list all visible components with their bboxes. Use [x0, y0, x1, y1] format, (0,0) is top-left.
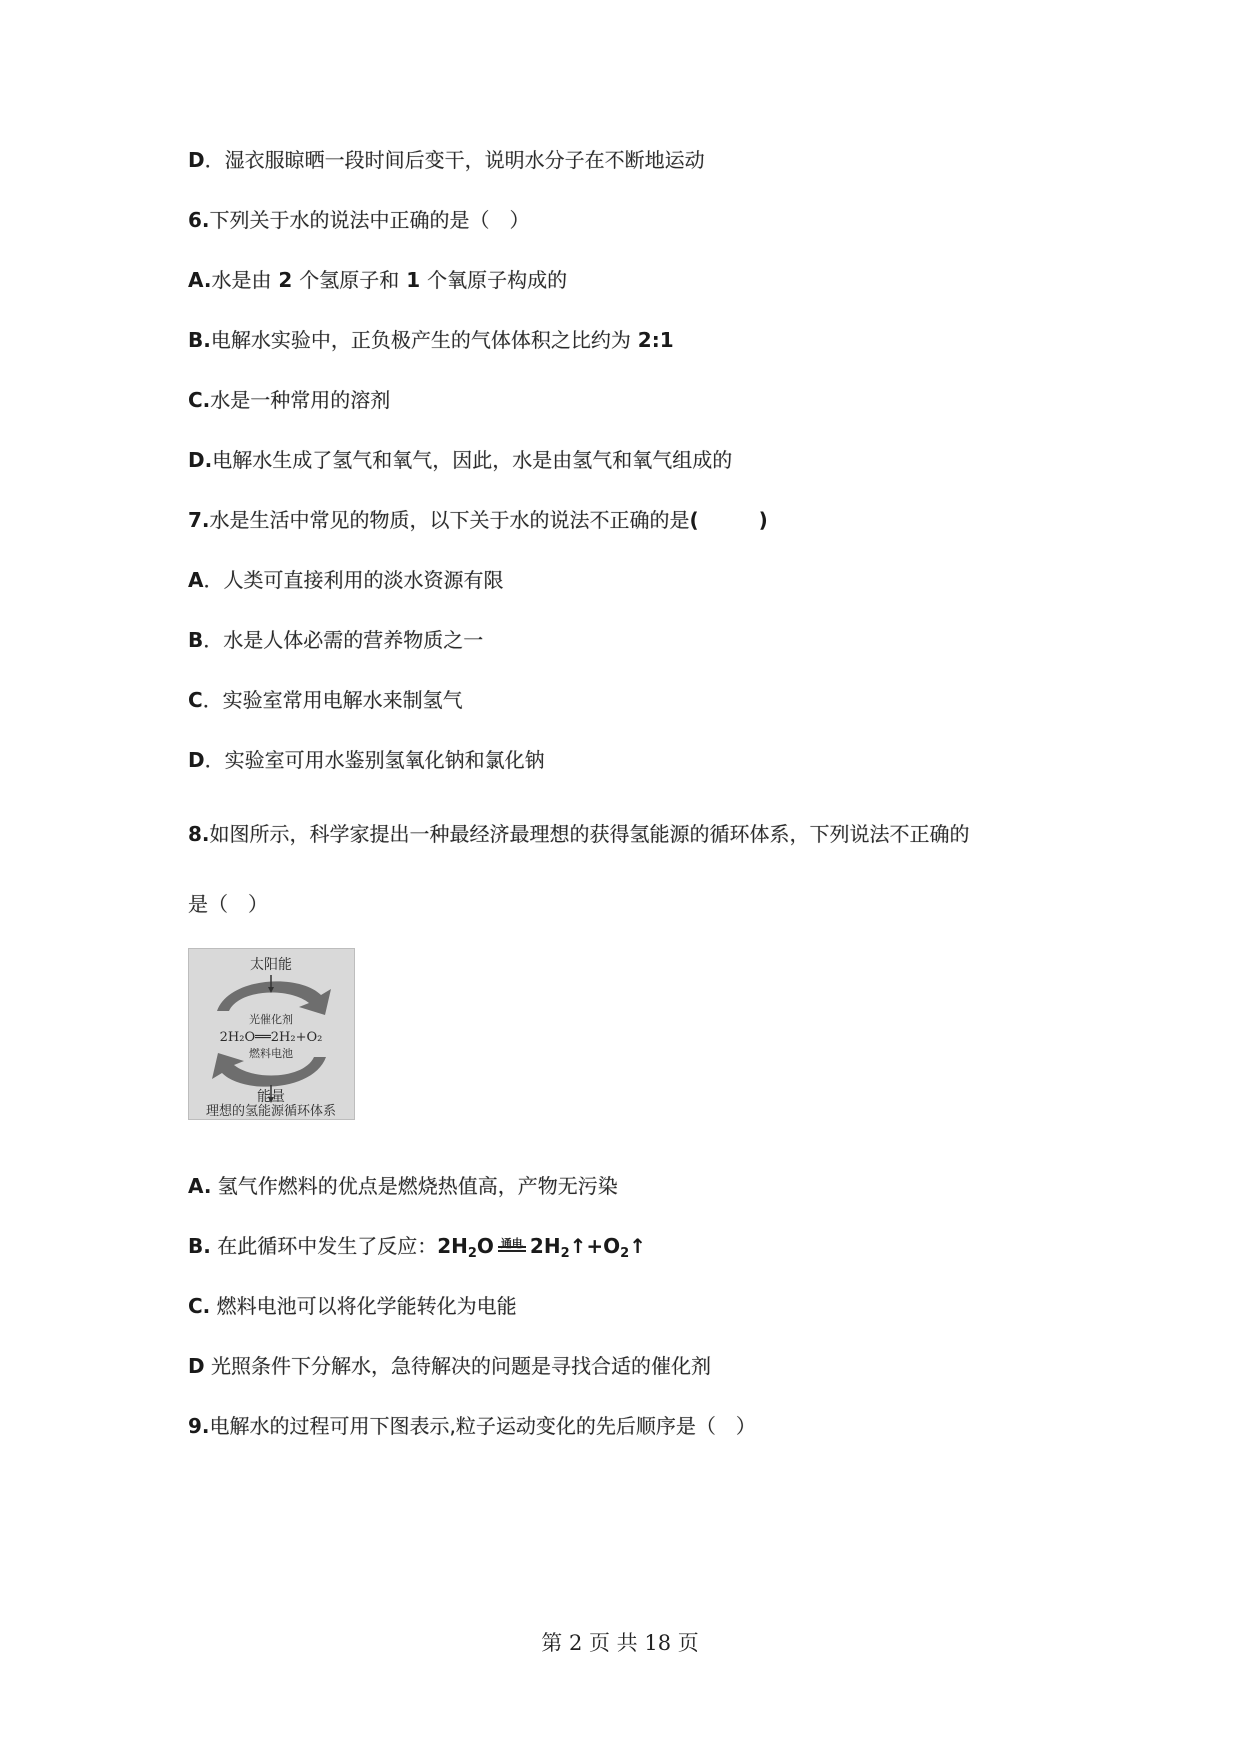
option-label: D: [188, 1354, 205, 1378]
option-label: D.: [188, 448, 213, 472]
solar-energy-label: 太阳能: [250, 957, 292, 973]
question-8: [188, 820, 970, 848]
question-text: 电解水的过程可用下图表示,粒子运动变化的先后顺序是（ ）: [209, 1414, 756, 1438]
chemical-equation: [437, 1234, 646, 1261]
question-text: 下列关于水的说法中正确的是（ ）: [209, 208, 530, 232]
subscript: 2: [560, 1246, 570, 1261]
option-text: 燃料电池可以将化学能转化为电能: [210, 1294, 517, 1318]
equals-bar: [498, 1246, 526, 1248]
option-text: 水是由: [211, 268, 272, 292]
reaction-condition: [494, 1232, 530, 1260]
q7-option-b: [188, 626, 483, 654]
option-label: D: [188, 748, 205, 772]
hydrogen-cycle-diagram: [189, 949, 354, 1119]
q8-option-b: [188, 1232, 646, 1268]
reaction-equation: 2H₂O══2H₂+O₂: [219, 1030, 323, 1045]
q7-option-c: [188, 686, 463, 714]
q8-option-d: [188, 1352, 711, 1380]
number: 1: [399, 268, 428, 292]
option-label: C: [188, 688, 203, 712]
option-text: 个氢原子和: [299, 268, 400, 292]
option-text: ．水是人体必需的营养物质之一: [203, 628, 484, 652]
number: 2: [271, 268, 300, 292]
q6-option-d: [188, 446, 732, 474]
ratio: 2:1: [630, 328, 674, 352]
formula-part: ↑: [629, 1234, 646, 1258]
q8-option-a: [188, 1172, 618, 1200]
option-label: B.: [188, 328, 211, 352]
formula-part: 2H: [529, 1234, 561, 1258]
question-8-continued: [188, 890, 268, 918]
question-6: [188, 206, 530, 234]
q7-option-a: [188, 566, 503, 594]
page-footer: 第 2 页 共 18 页: [541, 1631, 699, 1655]
q5-option-d: [188, 146, 705, 174]
option-label: C.: [188, 1294, 211, 1318]
option-text: ．实验室常用电解水来制氢气: [202, 688, 463, 712]
question-text: 如图所示，科学家提出一种最经济最理想的获得氢能源的循环体系，下列说法不正确的: [209, 822, 970, 846]
question-9: [188, 1412, 756, 1440]
answer-paren: ( ): [689, 508, 768, 532]
q8-option-c: [188, 1292, 517, 1320]
question-number: 9.: [188, 1414, 210, 1438]
option-text: ．湿衣服晾晒一段时间后变干，说明水分子在不断地运动: [204, 148, 705, 172]
figure-caption: 理想的氢能源循环体系: [205, 1104, 337, 1119]
subscript: 2: [467, 1246, 477, 1261]
option-label: A: [188, 568, 204, 592]
option-text: 电解水生成了氢气和氧气，因此，水是由氢气和氧气组成的: [212, 448, 733, 472]
condition-text: 通电: [500, 1237, 523, 1250]
q7-option-d: [188, 746, 545, 774]
option-text: 光照条件下分解水，急待解决的问题是寻找合适的催化剂: [204, 1354, 711, 1378]
q6-option-b: [188, 326, 674, 354]
option-label: D: [188, 148, 205, 172]
option-text: 在此循环中发生了反应：: [210, 1234, 438, 1258]
q6-option-a: [188, 266, 567, 294]
q6-option-c: [188, 386, 390, 414]
energy-label: 能量: [257, 1089, 285, 1105]
option-text: 个氧原子构成的: [427, 268, 568, 292]
photocatalyst-label: 光催化剂: [249, 1013, 293, 1026]
question-text: 水是生活中常见的物质，以下关于水的说法不正确的是: [209, 508, 690, 532]
formula-part: O: [476, 1234, 494, 1258]
option-text: ．实验室可用水鉴别氢氧化钠和氯化钠: [204, 748, 545, 772]
option-label: A.: [188, 268, 212, 292]
equals-bar: [498, 1250, 526, 1252]
formula-part: 2H: [437, 1234, 468, 1258]
option-text: 水是一种常用的溶剂: [210, 388, 391, 412]
question-number: 6.: [188, 208, 210, 232]
option-label: B.: [188, 1234, 211, 1258]
question-text: 是（ ）: [188, 892, 268, 916]
option-label: C.: [188, 388, 211, 412]
question-7: [188, 506, 768, 534]
fuel-cell-label: 燃料电池: [249, 1047, 293, 1060]
option-text: 氢气作燃料的优点是燃烧热值高，产物无污染: [211, 1174, 618, 1198]
question-number: 7.: [188, 508, 210, 532]
subscript: 2: [620, 1246, 630, 1261]
option-label: A.: [188, 1174, 212, 1198]
option-text: 电解水实验中，正负极产生的气体体积之比约为: [210, 328, 631, 352]
hydrogen-cycle-figure: [188, 948, 355, 1120]
formula-part: ↑+O: [569, 1234, 621, 1258]
option-text: ．人类可直接利用的淡水资源有限: [203, 568, 504, 592]
option-label: B: [188, 628, 204, 652]
question-number: 8.: [188, 822, 210, 846]
